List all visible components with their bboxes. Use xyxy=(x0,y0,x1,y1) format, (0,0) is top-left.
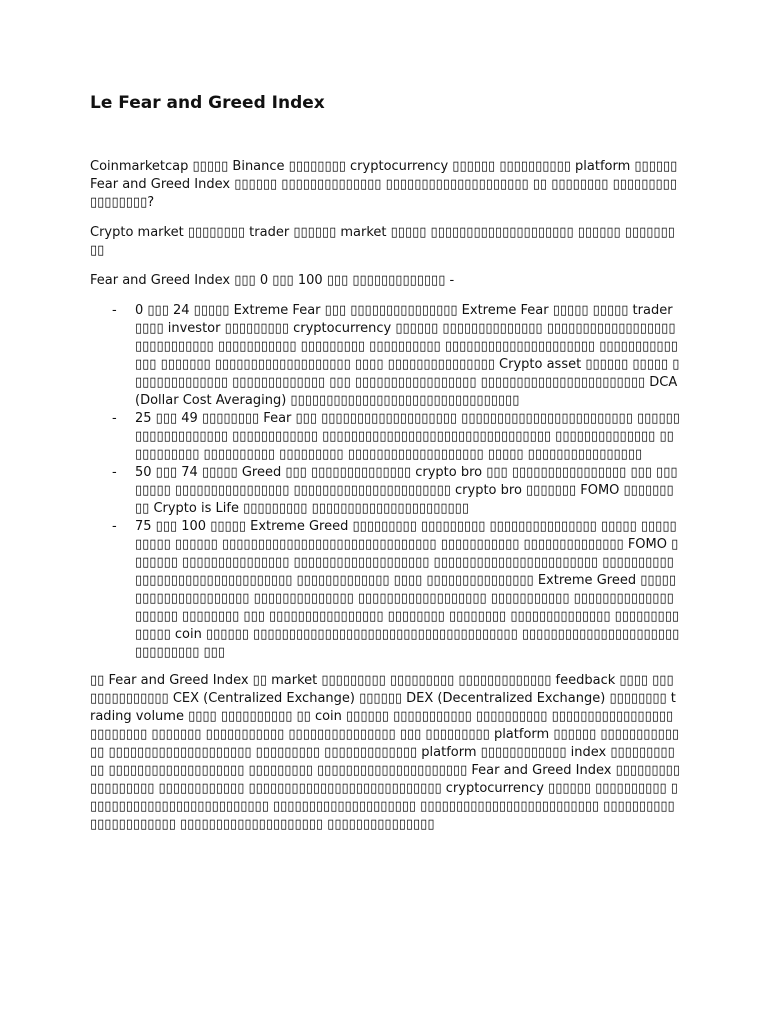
list-item xyxy=(90,302,680,410)
intro-paragraph: Coinmarketcap ▯▯▯▯▯ Binance ▯▯▯▯▯▯▯▯ cryptocurrency ▯▯▯▯▯▯ ▯▯▯▯▯▯▯▯▯▯ platform ▯▯▯▯▯▯ Fear and Greed Index ▯▯▯▯▯▯ ▯▯▯▯▯▯▯▯▯▯▯▯▯▯ ▯▯▯▯▯▯▯▯▯▯▯▯▯▯▯▯▯▯▯▯ ▯▯ ▯▯▯▯▯▯▯▯ ▯▯▯▯▯▯▯▯▯▯▯▯▯▯▯▯▯? xyxy=(90,159,678,210)
document-title: Le Fear and Greed Index xyxy=(90,93,325,113)
bullet-dash: - xyxy=(112,465,117,480)
index-range-list xyxy=(90,302,680,662)
list-item xyxy=(90,410,680,464)
bullet-text: 50 ▯▯▯ 74 ▯▯▯▯▯ Greed ▯▯▯ ▯▯▯▯▯▯▯▯▯▯▯▯▯▯ crypto bro ▯▯▯ ▯▯▯▯▯▯▯▯▯▯▯▯▯▯▯▯ ▯▯▯ ▯▯▯▯▯▯▯▯ ▯▯▯▯▯▯▯▯▯▯▯▯▯▯▯▯ ▯▯▯▯▯▯▯▯▯▯▯▯▯▯▯▯▯▯▯▯▯▯ crypto bro ▯▯▯▯▯▯▯ FOMO ▯▯▯▯▯▯▯▯▯ Crypto is Life ▯▯▯▯▯▯▯▯▯ ▯▯▯▯▯▯▯▯▯▯▯▯▯▯▯▯▯▯▯▯▯▯ xyxy=(135,465,678,516)
document-page xyxy=(90,92,680,846)
list-item xyxy=(90,464,680,518)
bullet-dash: - xyxy=(112,411,117,426)
index-range-paragraph: Fear and Greed Index ▯▯▯ 0 ▯▯▯ 100 ▯▯▯ ▯▯▯▯▯▯▯▯▯▯▯▯▯ - xyxy=(90,273,455,288)
list-item xyxy=(90,518,680,662)
bullet-dash: - xyxy=(112,519,117,534)
bullet-text: 25 ▯▯▯ 49 ▯▯▯▯▯▯▯▯ Fear ▯▯▯ ▯▯▯▯▯▯▯▯▯▯▯▯▯▯▯▯▯▯▯ ▯▯▯▯▯▯▯▯▯▯▯▯▯▯▯▯▯▯▯▯▯▯▯▯ ▯▯▯▯▯▯▯▯▯▯▯▯▯▯▯▯▯▯▯ ▯▯▯▯▯▯▯▯▯▯▯▯ ▯▯▯▯▯▯▯▯▯▯▯▯▯▯▯▯▯▯▯▯▯▯▯▯▯▯▯▯▯▯▯▯ ▯▯▯▯▯▯▯▯▯▯▯▯▯▯ ▯▯▯▯▯▯▯▯▯▯▯ ▯▯▯▯▯▯▯▯▯▯ ▯▯▯▯▯▯▯▯▯ ▯▯▯▯▯▯▯▯▯▯▯▯▯▯▯▯▯▯▯ ▯▯▯▯▯ ▯▯▯▯▯▯▯▯▯▯▯▯▯▯▯▯ xyxy=(135,411,680,462)
bullet-dash: - xyxy=(112,303,117,318)
closing-paragraph: ▯▯ Fear and Greed Index ▯▯ market ▯▯▯▯▯▯▯▯▯ ▯▯▯▯▯▯▯▯▯ ▯▯▯▯▯▯▯▯▯▯▯▯▯ feedback ▯▯▯▯ ▯▯▯▯▯▯▯▯▯▯▯▯▯▯ CEX (Centralized Exchange) ▯▯▯▯▯▯ DEX (Decentralized Exchange) ▯▯▯▯▯▯▯▯ trading volume ▯▯▯▯ ▯▯▯▯▯▯▯▯▯▯ ▯▯ coin ▯▯▯▯▯▯ ▯▯▯▯▯▯▯▯▯▯▯ ▯▯▯▯▯▯▯▯▯▯ ▯▯▯▯▯▯▯▯▯▯▯▯▯▯▯▯▯▯▯▯▯▯▯▯▯ ▯▯▯▯▯▯▯ ▯▯▯▯▯▯▯▯▯▯▯ ▯▯▯▯▯▯▯▯▯▯▯▯▯▯▯ ▯▯▯ ▯▯▯▯▯▯▯▯▯ platform ▯▯▯▯▯▯ ▯▯▯▯▯▯▯▯▯▯▯▯▯ ▯▯▯▯▯▯▯▯▯▯▯▯▯▯▯▯▯▯▯▯ ▯▯▯▯▯▯▯▯▯ ▯▯▯▯▯▯▯▯▯▯▯▯▯ platform ▯▯▯▯▯▯▯▯▯▯▯▯ index ▯▯▯▯▯▯▯▯▯▯▯ ▯▯▯▯▯▯▯▯▯▯▯▯▯▯▯▯▯▯▯ ▯▯▯▯▯▯▯▯▯ ▯▯▯▯▯▯▯▯▯▯▯▯▯▯▯▯▯▯▯▯▯ Fear and Greed Index ▯▯▯▯▯▯▯▯▯ ▯▯▯▯▯▯▯▯▯ ▯▯▯▯▯▯▯▯▯▯▯▯ ▯▯▯▯▯▯▯▯▯▯▯▯▯▯▯▯▯▯▯▯▯▯▯▯▯▯▯ cryptocurrency ▯▯▯▯▯▯ ▯▯▯▯▯▯▯▯▯▯ ▯▯▯▯▯▯▯▯▯▯▯▯▯▯▯▯▯▯▯▯▯▯▯▯▯▯ ▯▯▯▯▯▯▯▯▯▯▯▯▯▯▯▯▯▯▯▯ ▯▯▯▯▯▯▯▯▯▯▯▯▯▯▯▯▯▯▯▯▯▯▯▯▯ ▯▯▯▯▯▯▯▯▯▯▯▯▯▯▯▯▯▯▯▯▯▯ ▯▯▯▯▯▯▯▯▯▯▯▯▯▯▯▯▯▯▯▯ ▯▯▯▯▯▯▯▯▯▯▯▯▯▯▯ xyxy=(90,673,680,832)
bullet-text: 0 ▯▯▯ 24 ▯▯▯▯▯ Extreme Fear ▯▯▯ ▯▯▯▯▯▯▯▯▯▯▯▯▯▯▯ Extreme Fear ▯▯▯▯▯ ▯▯▯▯▯ trader ▯▯▯▯ investor ▯▯▯▯▯▯▯▯▯ cryptocurrency ▯▯▯▯▯▯ ▯▯▯▯▯▯▯▯▯▯▯▯▯▯ ▯▯▯▯▯▯▯▯▯▯▯▯▯▯▯▯▯▯▯▯▯▯▯▯▯▯▯▯▯ ▯▯▯▯▯▯▯▯▯▯▯ ▯▯▯▯▯▯▯▯▯ ▯▯▯▯▯▯▯▯▯▯ ▯▯▯▯▯▯▯▯▯▯▯▯▯▯▯▯▯▯▯▯▯ ▯▯▯▯▯▯▯▯▯▯▯▯▯▯ ▯▯▯▯▯▯▯ ▯▯▯▯▯▯▯▯▯▯▯▯▯▯▯▯▯▯▯ ▯▯▯▯ ▯▯▯▯▯▯▯▯▯▯▯▯▯▯▯ Crypto asset ▯▯▯▯▯▯ ▯▯▯▯▯ ▯▯▯▯▯▯▯▯▯▯▯▯▯▯ ▯▯▯▯▯▯▯▯▯▯▯▯▯ ▯▯▯ ▯▯▯▯▯▯▯▯▯▯▯▯▯▯▯▯▯ ▯▯▯▯▯▯▯▯▯▯▯▯▯▯▯▯▯▯▯▯▯▯▯ DCA (Dollar Cost Averaging) ▯▯▯▯▯▯▯▯▯▯▯▯▯▯▯▯▯▯▯▯▯▯▯▯▯▯▯▯▯▯▯▯ xyxy=(135,303,680,408)
bullet-text: 75 ▯▯▯ 100 ▯▯▯▯▯ Extreme Greed ▯▯▯▯▯▯▯▯▯ ▯▯▯▯▯▯▯▯▯ ▯▯▯▯▯▯▯▯▯▯▯▯▯▯▯ ▯▯▯▯▯ ▯▯▯▯▯▯▯▯▯▯ ▯▯▯▯▯▯ ▯▯▯▯▯▯▯▯▯▯▯▯▯▯▯▯▯▯▯▯▯▯▯▯▯▯▯▯▯▯ ▯▯▯▯▯▯▯▯▯▯▯ ▯▯▯▯▯▯▯▯▯▯▯▯▯▯ FOMO ▯▯▯▯▯▯▯ ▯▯▯▯▯▯▯▯▯▯▯▯▯▯▯ ▯▯▯▯▯▯▯▯▯▯▯▯▯▯▯▯▯▯▯ ▯▯▯▯▯▯▯▯▯▯▯▯▯▯▯▯▯▯▯▯▯▯▯ ▯▯▯▯▯▯▯▯▯▯▯▯▯▯▯▯▯▯▯▯▯▯▯▯▯▯▯▯▯▯▯▯ ▯▯▯▯▯▯▯▯▯▯▯▯▯ ▯▯▯▯ ▯▯▯▯▯▯▯▯▯▯▯▯▯▯▯ Extreme Greed ▯▯▯▯▯▯▯▯▯▯▯▯▯▯▯▯▯▯▯▯▯ ▯▯▯▯▯▯▯▯▯▯▯▯▯▯ ▯▯▯▯▯▯▯▯▯▯▯▯▯▯▯▯▯▯ ▯▯▯▯▯▯▯▯▯▯▯ ▯▯▯▯▯▯▯▯▯▯▯▯▯▯▯▯▯▯▯▯ ▯▯▯▯▯▯▯▯ ▯▯▯ ▯▯▯▯▯▯▯▯▯▯▯▯▯▯▯▯ ▯▯▯▯▯▯▯▯ ▯▯▯▯▯▯▯▯ ▯▯▯▯▯▯▯▯▯▯▯▯▯▯ ▯▯▯▯▯▯▯▯▯▯▯▯▯▯ coin ▯▯▯▯▯▯ ▯▯▯▯▯▯▯▯▯▯▯▯▯▯▯▯▯▯▯▯▯▯▯▯▯▯▯▯▯▯▯▯▯▯▯▯▯ ▯▯▯▯▯▯▯▯▯▯▯▯▯▯▯▯▯▯▯▯▯▯▯▯▯▯▯▯▯▯▯ ▯▯▯ xyxy=(135,519,680,660)
market-paragraph: Crypto market ▯▯▯▯▯▯▯▯ trader ▯▯▯▯▯▯ market ▯▯▯▯▯ ▯▯▯▯▯▯▯▯▯▯▯▯▯▯▯▯▯▯▯▯ ▯▯▯▯▯▯ ▯▯▯▯▯▯▯▯▯ xyxy=(90,225,675,258)
